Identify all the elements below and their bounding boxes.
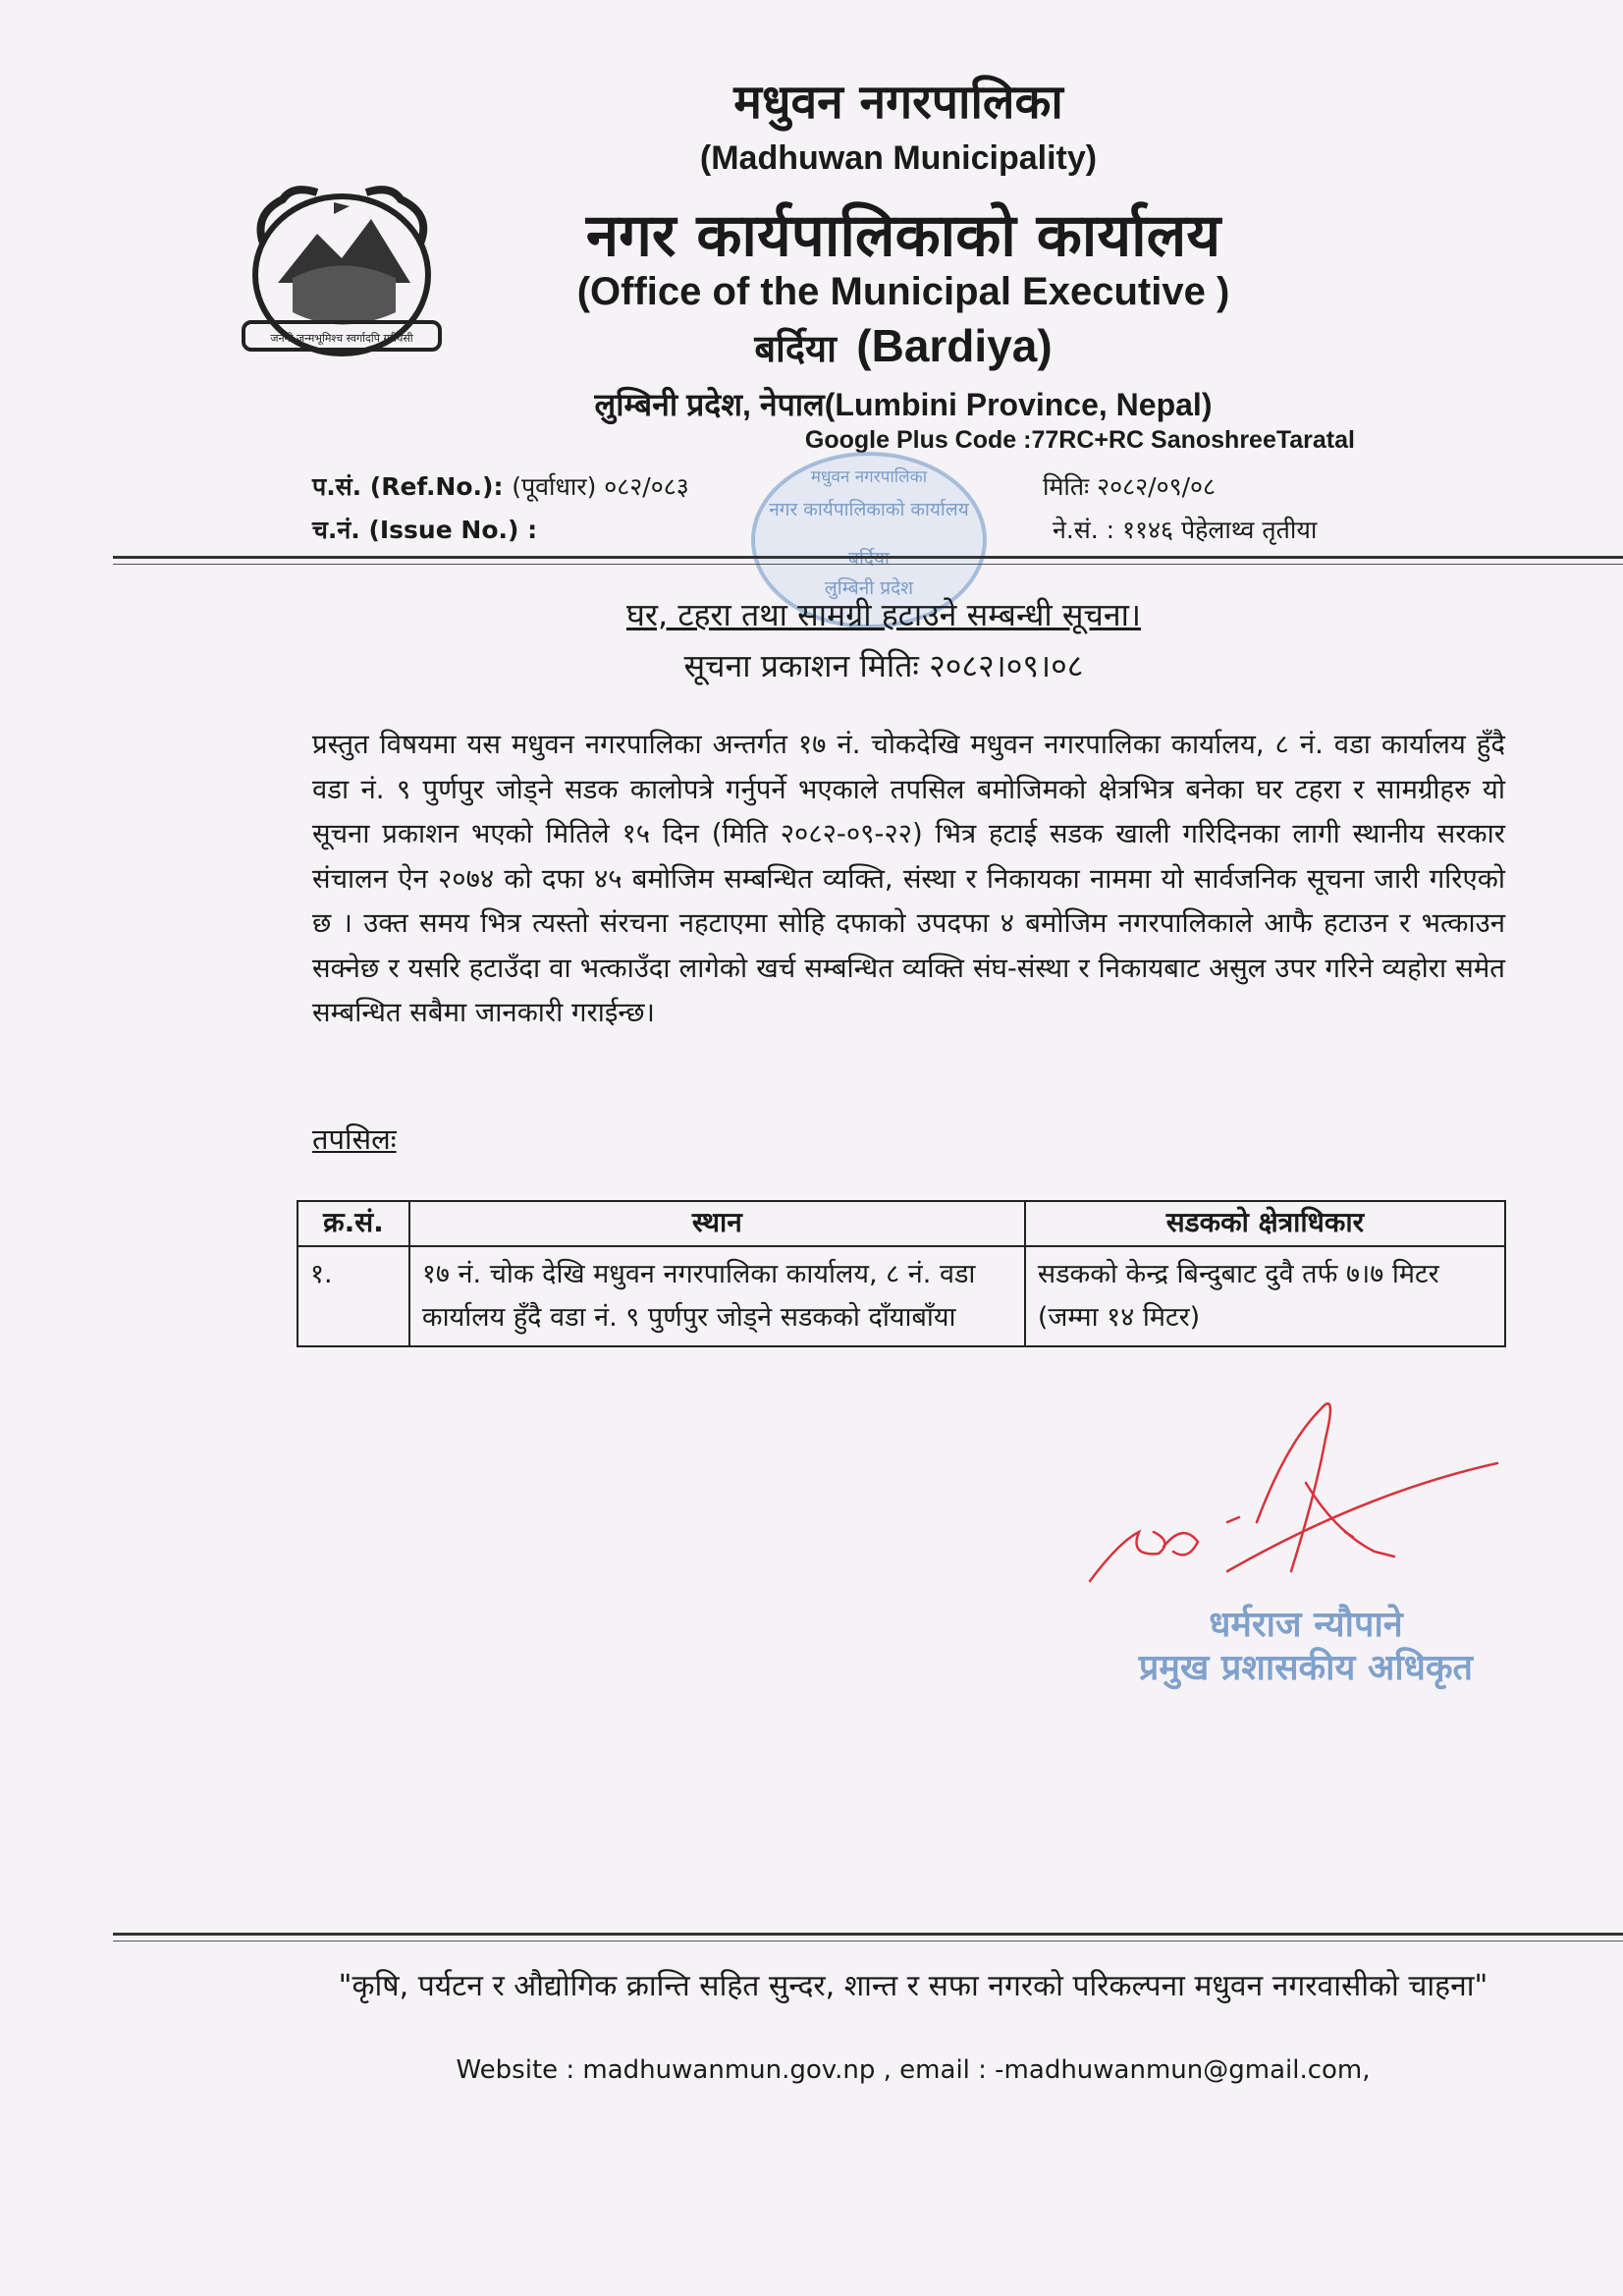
details-label: तपसिलः xyxy=(312,1122,397,1156)
district xyxy=(550,319,1257,373)
nepal-sambat-date xyxy=(1053,513,1317,546)
footer-slogan: "कृषि, पर्यटन र औद्योगिक क्रान्ति सहित सुन्दर, शान्त र सफा नगरको परिकल्पना मधुवन नगरवासीको चाहना" xyxy=(338,1969,1488,2003)
col-header-serial: क्र.सं. xyxy=(298,1201,409,1246)
header-divider-thin xyxy=(113,564,1623,565)
municipality-name-ne: मधुवन नगरपालिका xyxy=(733,75,1063,130)
officer-name: धर्मराज न्यौपाने xyxy=(1209,1605,1403,1645)
date-label: मितिः xyxy=(1043,472,1090,501)
issue-number xyxy=(312,513,537,546)
details-table xyxy=(297,1200,1506,1347)
office-name-en: (Office of the Municipal Executive ) xyxy=(576,270,1230,313)
notice-body: प्रस्तुत विषयमा यस मधुवन नगरपालिका अन्तर्गत १७ नं. चोकदेखि मधुवन नगरपालिका कार्यालय, ८ नं. वडा कार्यालय हुँदै वडा नं. ९ पुर्णपुर जोड्ने सडक कालोपत्रे गर्नुपर्ने भएकाले तपसिल बमोजिमको क्षेत्रभित्र बनेका घर टहरा र सामग्रीहरु यो सूचना प्रकाशन भएको मितिले १५ दिन (मिति २०८२-०९-२२) भित्र हटाई सडक खाली गरिदिनका लागी स्थानीय सरकार संचालन ऐन २०७४ को दफा ४५ बमोजिम सम्बन्धित व्यक्ति, संस्था र निकायका नाममा यो सार्वजनिक सूचना जारी गरिएको छ । उक्त समय भित्र त्यस्तो संरचना नहटाएमा सोहि दफाको उपदफा ४ बमोजिम नगरपालिकाले आफै हटाउन र भत्काउन सक्नेछ र यसरि हटाउँदा वा भत्काउँदा लागेको खर्च सम्बन्धित व्यक्ति संघ-संस्था र निकायबाट असुल उपर गरिने व्यहोरा समेत सम्बन्धित सबैमा जानकारी गराईन्छ। xyxy=(312,729,1505,1028)
footer-contact: Website : madhuwanmun.gov.np , email : -madhuwanmun@gmail.com, xyxy=(456,2055,1371,2085)
google-plus-code: Google Plus Code :77RC+RC SanoshreeTaratal xyxy=(804,426,1355,454)
ref-number xyxy=(312,469,689,503)
stamp-line-1: मधुवन नगरपालिका xyxy=(810,467,928,487)
cell-jurisdiction: सडकको केन्द्र बिन्दुबाट दुवै तर्फ ७।७ मिटर (जम्मा १४ मिटर) xyxy=(1025,1246,1505,1346)
notice-subject xyxy=(393,593,1375,635)
stamp-line-2: नगर कार्यपालिकाको कार्यालय xyxy=(769,499,969,520)
emblem-motto: जननी जन्मभूमिश्च स्वर्गादपि गरीयसी xyxy=(270,332,413,345)
stamp-line-3: बर्दिया xyxy=(848,548,890,570)
header-divider xyxy=(113,556,1623,559)
cell-serial: १. xyxy=(298,1246,409,1346)
district-en: (Bardiya) xyxy=(856,320,1053,371)
municipality-name-en: (Madhuwan Municipality) xyxy=(699,139,1098,177)
publish-date: सूचना प्रकाशन मितिः २०८२।०९।०८ xyxy=(683,647,1084,684)
ns-label: ने.सं. : xyxy=(1053,516,1115,544)
ns-value: ११४६ पेहेलाथ्व तृतीया xyxy=(1122,516,1318,544)
handwritten-signature xyxy=(1080,1385,1512,1591)
date-value: २०८२/०९/०८ xyxy=(1097,472,1217,501)
province-line: लुम्बिनी प्रदेश, नेपाल(Lumbini Province, Nepal) xyxy=(594,387,1213,422)
issue-label: च.नं. (Issue No.) : xyxy=(312,516,538,544)
letter-date xyxy=(1043,469,1216,503)
notice-subject-text: घर, टहरा तथा सामग्री हटाउने सम्बन्धी सूचना। xyxy=(625,596,1142,633)
ref-label: प.सं. (Ref.No.): xyxy=(312,472,504,501)
table-row xyxy=(298,1246,1505,1346)
officer-title: प्रमुख प्रशासकीय अधिकृत xyxy=(1138,1648,1474,1688)
cell-location: १७ नं. चोक देखि मधुवन नगरपालिका कार्यालय, ८ नं. वडा कार्यालय हुँदै वडा नं. ९ पुर्णपुर जोड्ने सडकको दाँयाबाँया xyxy=(409,1246,1025,1346)
col-header-jurisdiction: सडकको क्षेत्राधिकार xyxy=(1025,1201,1505,1246)
ref-value: (पूर्वाधार) ०८२/०८३ xyxy=(512,472,689,501)
office-name-ne: नगर कार्यपालिकाको कार्यालय xyxy=(585,201,1221,270)
district-ne: बर्दिया xyxy=(754,327,837,370)
table-header-row xyxy=(298,1201,1505,1246)
footer-divider xyxy=(113,1933,1623,1936)
nepal-emblem-icon xyxy=(224,175,460,376)
stamp-line-4: लुम्बिनी प्रदेश xyxy=(824,577,914,599)
col-header-location: स्थान xyxy=(409,1201,1025,1246)
